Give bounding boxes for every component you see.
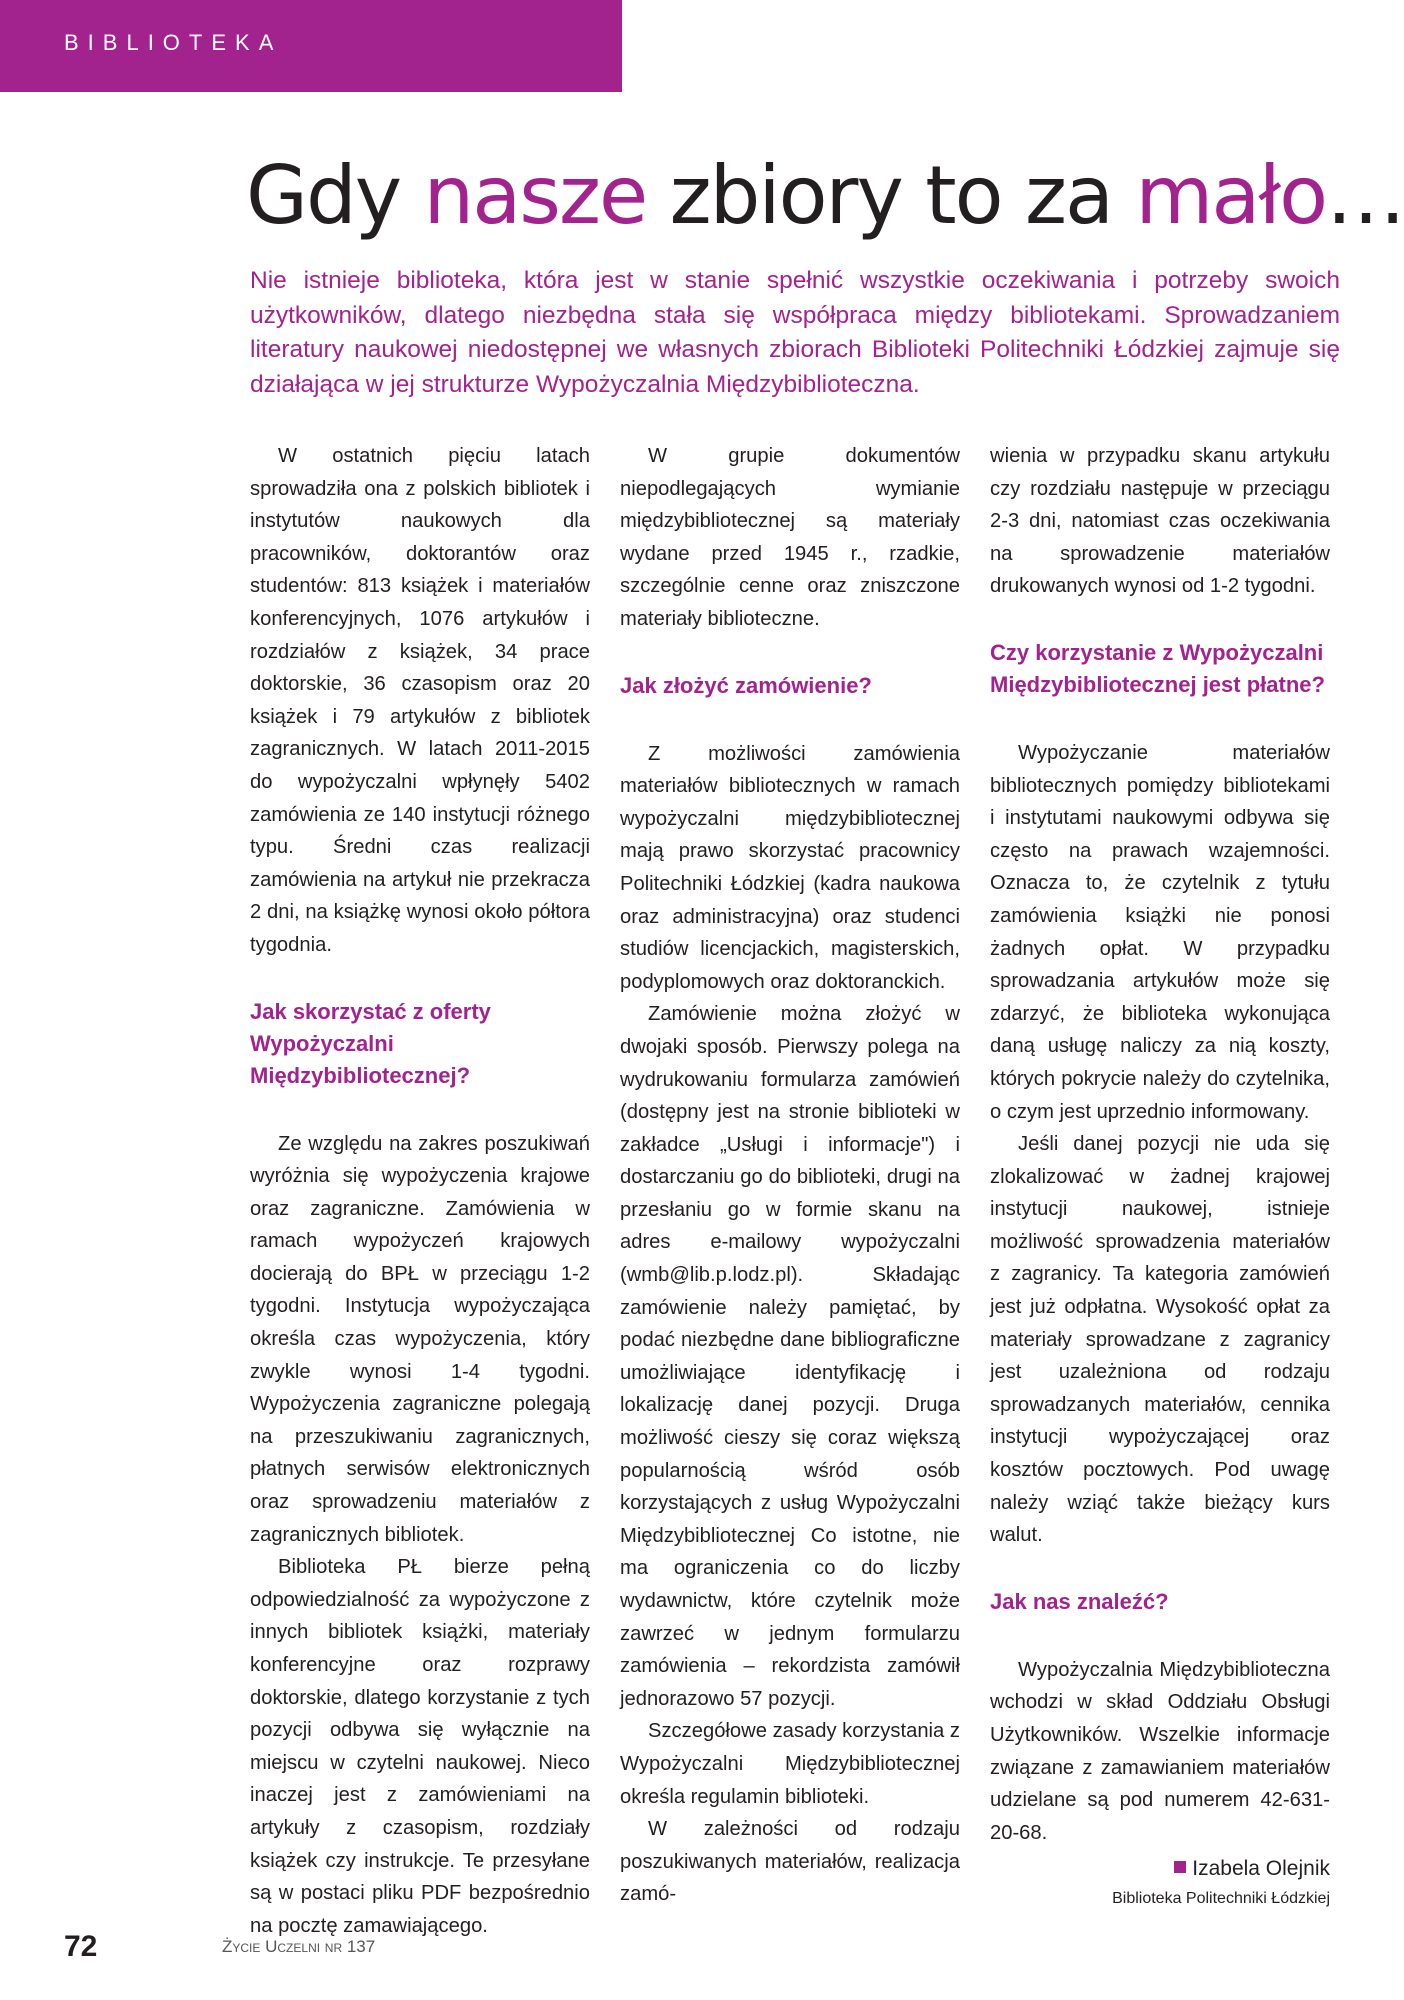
title-part-2: zbiory to za	[646, 149, 1136, 242]
col2-paragraph-3: Zamówienie można złożyć w dwojaki sposób. Pierwszy polega na wydrukowaniu formularza zamówień (dostępny jest na stronie biblioteki w zakładce „Usługi i informacje") i dostarczaniu go do biblioteki, drugi na przesłaniu go w formie skanu na adres e-mailowy wypożyczalni (wmb@lib.p.lodz.pl). Składając zamówienie należy pamiętać, by podać niezbędne dane bibliograficzne umożliwiające identyfikację i lokalizację danej pozycji. Druga możliwość cieszy się coraz większą popularnością wśród osób korzystających z usług Wypożyczalni Międzybibliotecznej Co istotne, nie ma ograniczenia co do liczby wydawnictw, które czytelnik może zawrzeć w jednym formularzu zamówienia – rekordzista zamówił jednorazowo 57 pozycji.	[620, 1003, 960, 1710]
col2-heading-1: Jak złożyć zamówienie?	[620, 672, 872, 698]
col3-paragraph-1: wienia w przypadku skanu artykułu czy rozdziału następuje w przeciągu 2-3 dni, natomiast czas oczekiwania na sprowadzenie materiałów drukowanych wynosi od 1-2 tygodni.	[990, 445, 1330, 598]
col2-paragraph-2: Z możliwości zamówienia materiałów bibliotecznych w ramach wypożyczalni międzybibliotecznej mają prawo skorzystać pracownicy Politechniki Łódzkiej (kadra naukowa oraz administracyjna) oraz studenci studiów licencjackich, magisterskich, podyplomowych oraz doktoranckich.	[620, 742, 960, 993]
col2-paragraph-4: Szczegółowe zasady korzystania z Wypożyczalni Międzybibliotecznej określa regulamin biblioteki.	[620, 1720, 960, 1808]
col3-heading-2: Jak nas znaleźć?	[990, 1588, 1169, 1614]
col1-paragraph-2: Ze względu na zakres poszukiwań wyróżnia się wypożyczenia krajowe oraz zagraniczne. Zamówienia w ramach wypożyczeń krajowych docierają do BPŁ w przeciągu 1-2 tygodni. Instytucja wypożyczająca określa czas wypożyczenia, który zwykle wynosi 1-4 tygodni. Wypożyczenia zagraniczne polegają na przeszukiwaniu zagranicznych, płatnych serwisów elektronicznych oraz sprowadzeniu materiałów z zagranicznych bibliotek.	[250, 1132, 590, 1546]
col3-paragraph-4: Wypożyczalnia Międzybiblioteczna wchodzi w skład Oddziału Obsługi Użytkowników. Wszelkie informacje związane z zamawianiem materiałów udzielane są pod numerem 42-631-20-68.	[990, 1658, 1330, 1844]
section-header-bar	[0, 0, 622, 92]
page-number: 72	[64, 1930, 98, 1963]
author-organization: Biblioteka Politechniki Łódzkiej	[1112, 1890, 1330, 1908]
col1-paragraph-1: W ostatnich pięciu latach sprowadziła ona z polskich bibliotek i instytutów naukowych dla pracowników, doktorantów oraz studentów: 813 książek i materiałów konferencyjnych, 1076 artykułów i rozdziałów z książek, 34 prace doktorskie, 36 czasopism oraz 20 książek i 79 artykułów z bibliotek zagranicznych. W latach 2011-2015 do wypożyczalni wpłynęły 5402 zamówienia ze 140 instytucji różnego typu. Średni czas realizacji zamówienia na artykuł nie przekracza 2 dni, na książkę wynosi około półtora tygodnia.	[250, 445, 590, 956]
title-highlight-2: mało	[1135, 149, 1327, 242]
section-label: BIBLIOTEKA	[64, 30, 283, 55]
col1-heading-1: Jak skorzystać z oferty Wypożyczalni Międzybibliotecznej?	[250, 998, 491, 1088]
col2-paragraph-1: W grupie dokumentów niepodlegających wymianie międzybibliotecznej są materiały wydane przed 1945 r., rzadkie, szczególnie cenne oraz zniszczone materiały biblioteczne.	[620, 445, 960, 630]
author-signature	[990, 1853, 1330, 1913]
square-bullet-icon	[1174, 1861, 1186, 1873]
col3-heading-1: Czy korzystanie z Wypożyczalni Międzybibliotecznej jest płatne?	[990, 639, 1325, 697]
col2-paragraph-5: W zależności od rodzaju poszukiwanych materiałów, realizacja zamó-	[620, 1818, 960, 1906]
title-part-3: …	[1326, 149, 1404, 242]
col1-paragraph-3: Biblioteka PŁ bierze pełną odpowiedzialność za wypożyczone z innych bibliotek książki, materiały konferencyjne oraz rozprawy doktorskie, dlatego korzystanie z tych pozycji odbywa się wyłącznie na miejscu w czytelni naukowej. Nieco inaczej jest z zamówieniami na artykuły z czasopism, rozdziały książek czy instrukcje. Te przesyłane są w postaci pliku PDF bezpośrednio na pocztę zamawiającego.	[250, 1556, 590, 1937]
column-1	[250, 440, 590, 1942]
magazine-issue: Życie Uczelni nr 137	[222, 1937, 376, 1956]
article-lead: Nie istnieje biblioteka, która jest w stanie spełnić wszystkie oczekiwania i potrzeby swoich użytkowników, dlatego niezbędna stała się współpraca między bibliotekami. Sprowadzaniem literatury naukowej niedostępnej we własnych zbiorach Biblioteki Politechniki Łódzkiej zajmuje się działająca w jej strukturze Wypożyczalnia Międzybiblioteczna.	[250, 267, 1340, 398]
title-highlight-1: nasze	[423, 149, 647, 242]
title-part-1: Gdy	[246, 149, 424, 242]
author-name: Izabela Olejnik	[1192, 1857, 1330, 1881]
column-2	[620, 440, 960, 1911]
col3-paragraph-3: Jeśli danej pozycji nie uda się zlokalizować w żadnej krajowej instytucji naukowej, istnieje możliwość sprowadzenia materiałów z zagranicy. Ta kategoria zamówień jest już odpłatna. Wysokość opłat za materiały sprowadzane z zagranicy jest uzależniona od rodzaju sprowadzanych materiałów, cennika instytucji wypożyczającej oraz kosztów pocztowych. Pod uwagę należy wziąć także bieżący kurs walut.	[990, 1133, 1330, 1547]
article-title	[246, 148, 1404, 244]
col3-paragraph-2: Wypożyczanie materiałów bibliotecznych pomiędzy bibliotekami i instytutami naukowymi odbywa się często na prawach wzajemności. Oznacza to, że czytelnik z tytułu zamówienia książki nie ponosi żadnych opłat. W przypadku sprowadzania artykułów może się zdarzyć, że biblioteka wykonująca daną usługę naliczy za nią koszty, których pokrycie należy do czytelnika, o czym jest uprzednio informowany.	[990, 741, 1330, 1123]
column-3	[990, 440, 1330, 1913]
